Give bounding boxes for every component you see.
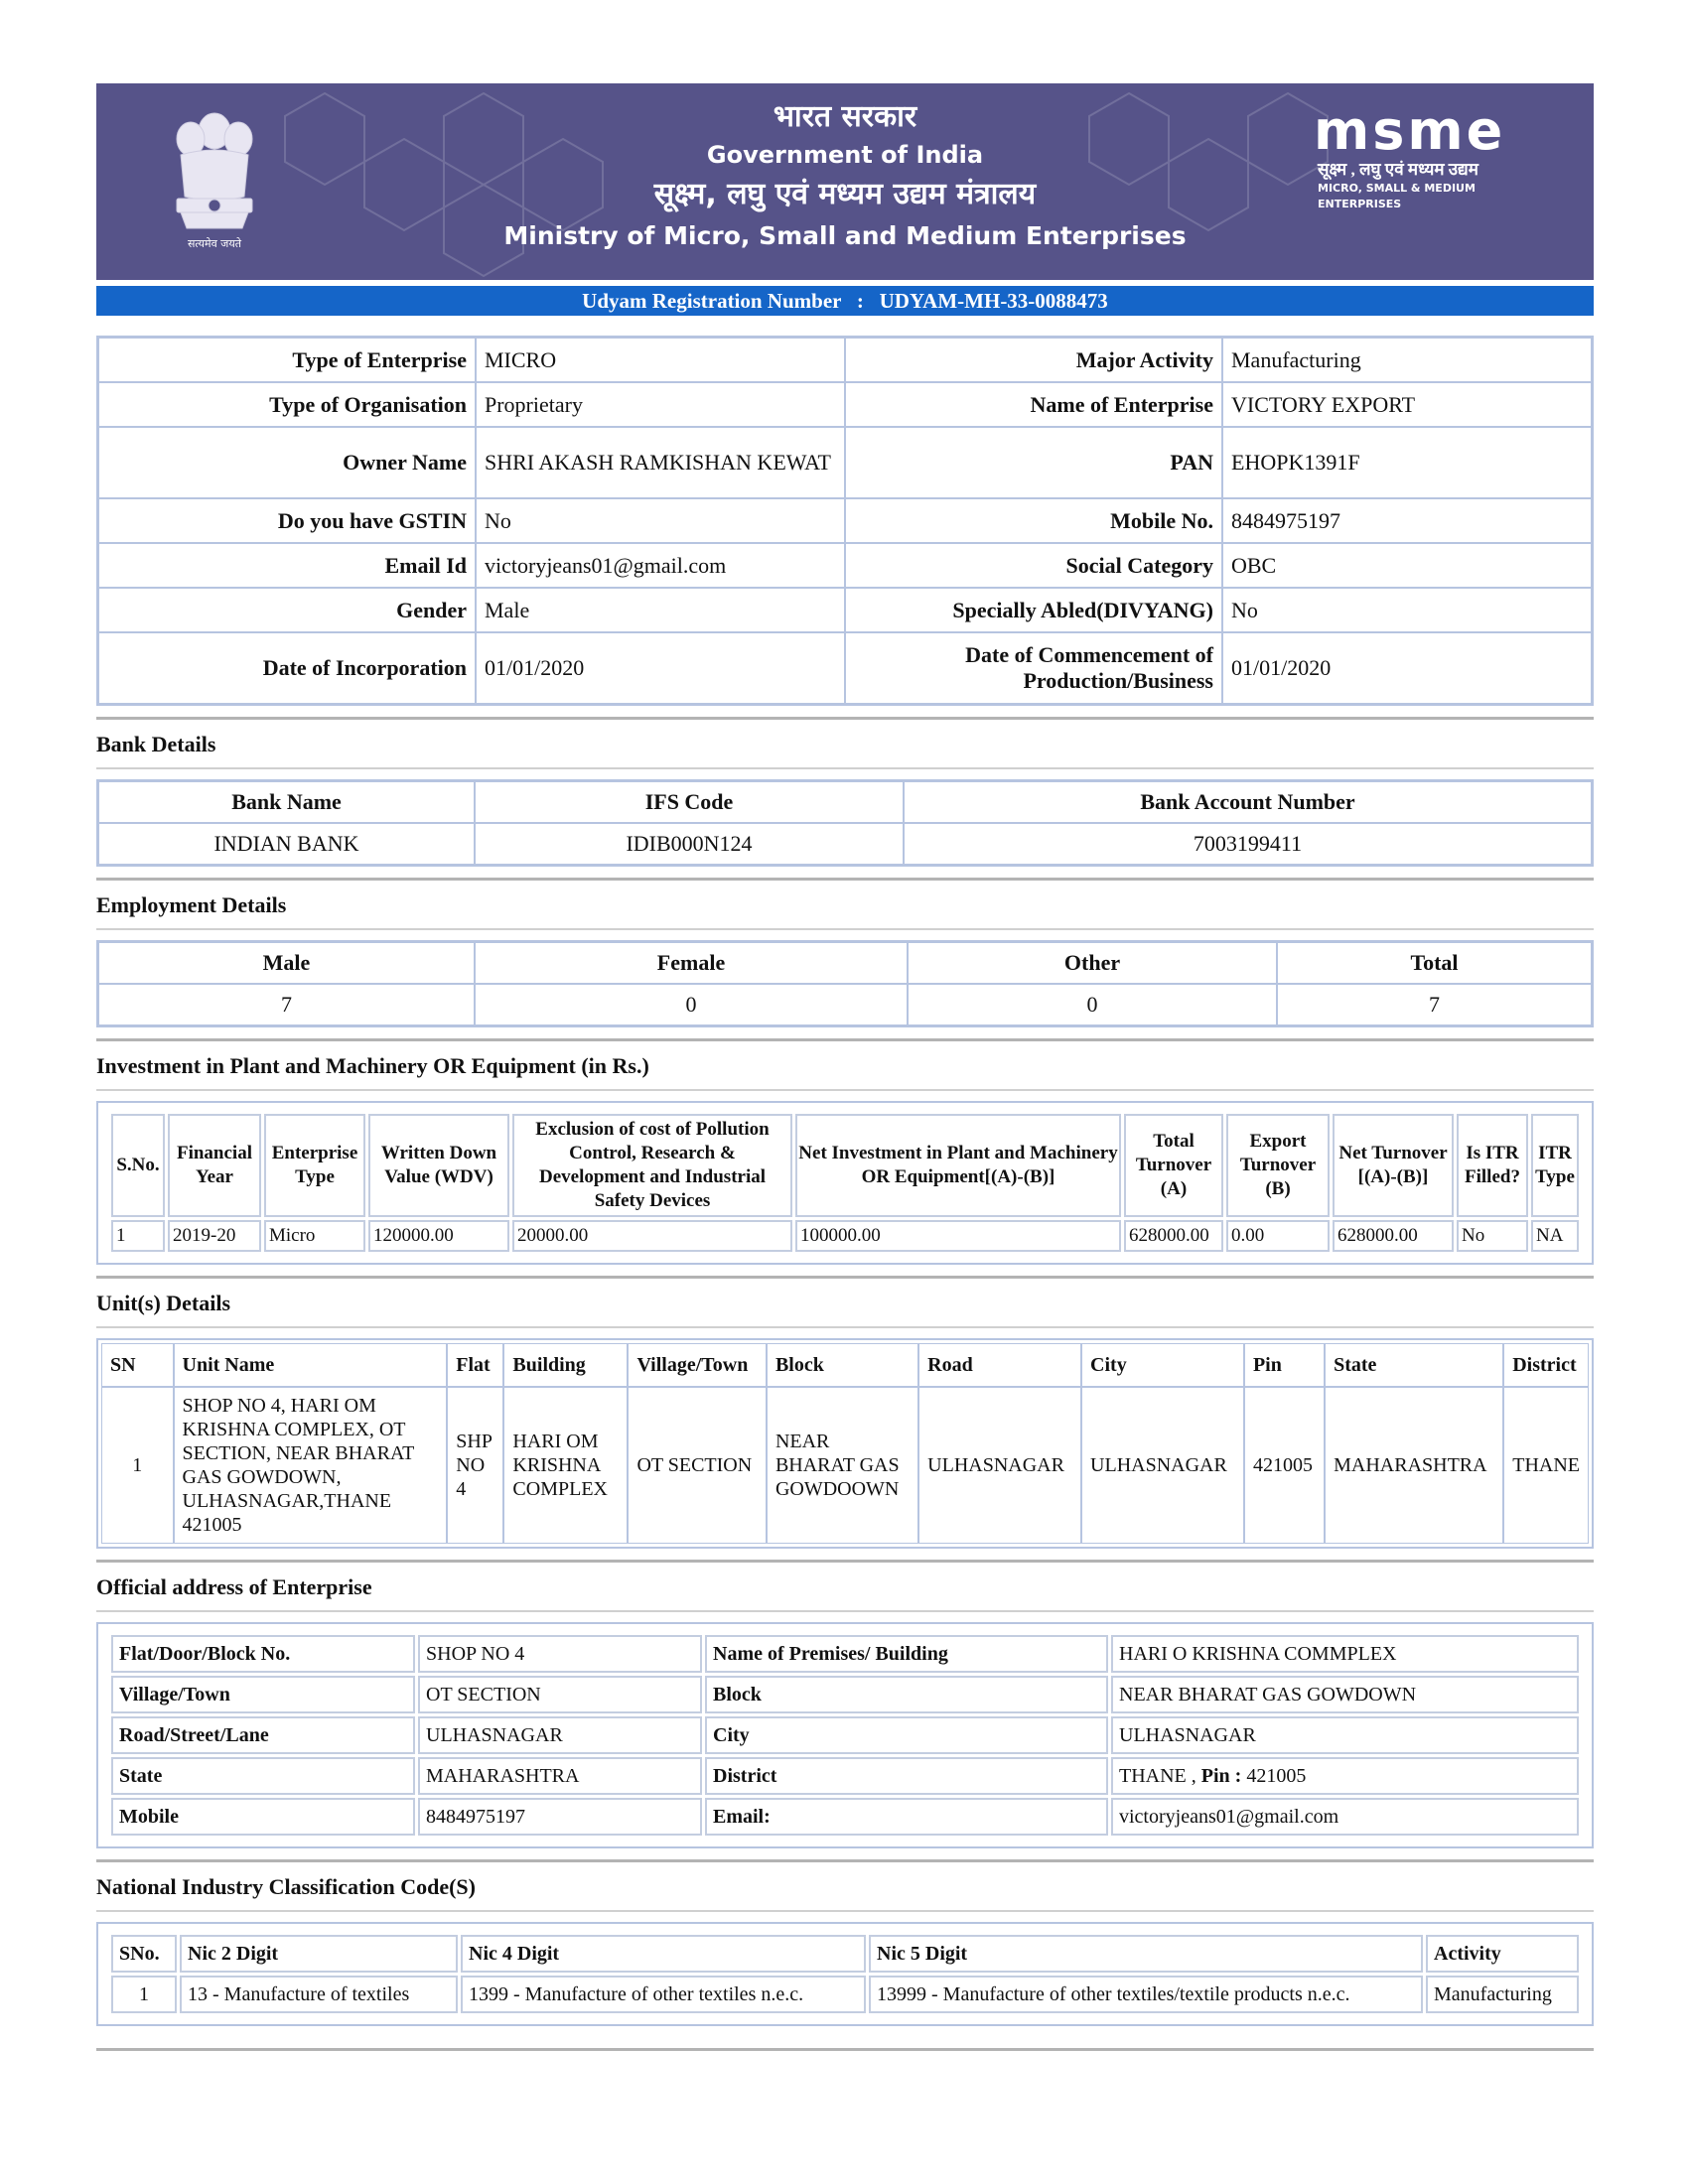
ifs-code-value: IDIB000N124: [475, 823, 904, 865]
district-header: District: [1503, 1343, 1589, 1387]
table-header-row: [98, 942, 1592, 984]
mobile-label: Mobile: [111, 1798, 415, 1836]
msme-logo: [1314, 99, 1548, 212]
name-of-enterprise-label: Name of Enterprise: [845, 382, 1222, 427]
mobile-value: 8484975197: [1222, 498, 1592, 543]
block-header: Block: [767, 1343, 918, 1387]
registration-bar: [96, 286, 1594, 316]
msme-logo-mark: msme: [1314, 99, 1506, 162]
village-value: OT SECTION: [628, 1387, 767, 1544]
exclusion-header: Exclusion of cost of Pollution Control, Research & Development and Industrial Safety Devices: [512, 1114, 792, 1217]
table-row: [111, 1220, 1579, 1252]
pin-value: 421005: [1246, 1764, 1307, 1787]
certificate: [96, 83, 1594, 2051]
commencement-label: Date of Commencement of Production/Business: [845, 632, 1222, 704]
gender-value: Male: [476, 588, 845, 632]
premises-value: HARI O KRISHNA COMMPLEX: [1111, 1635, 1579, 1673]
nic-sno-header: SNo.: [111, 1935, 177, 1973]
table-row: [98, 498, 1592, 543]
bank-name-value: INDIAN BANK: [98, 823, 475, 865]
table-row: [111, 1798, 1579, 1836]
enterprise-type-value: Micro: [264, 1220, 365, 1252]
address-heading: Official address of Enterprise: [96, 1560, 1594, 1612]
hindi-title: भारत सरकार: [773, 99, 917, 134]
sn-value: 1: [101, 1387, 174, 1544]
nic4-header: Nic 4 Digit: [461, 1935, 866, 1973]
table-row: [111, 1635, 1579, 1673]
table-header-row: [111, 1935, 1579, 1973]
itr-filled-header: Is ITR Filled?: [1457, 1114, 1528, 1217]
block-label: Block: [705, 1676, 1108, 1713]
owner-name-label: Owner Name: [98, 427, 476, 498]
divyang-label: Specially Abled(DIVYANG): [845, 588, 1222, 632]
enterprise-info-table: [96, 336, 1594, 706]
unit-name-value: SHOP NO 4, HARI OM KRISHNA COMPLEX, OT SECTION, NEAR BHARAT GAS GOWDOWN, ULHASNAGAR,THANE 421005: [174, 1387, 448, 1544]
nic-heading: National Industry Classification Code(S): [96, 1859, 1594, 1912]
district-value: THANE: [1119, 1764, 1187, 1787]
exclusion-value: 20000.00: [512, 1220, 792, 1252]
premises-label: Name of Premises/ Building: [705, 1635, 1108, 1673]
investment-heading: Investment in Plant and Machinery OR Equipment (in Rs.): [96, 1038, 1594, 1091]
incorporation-label: Date of Incorporation: [98, 632, 476, 704]
net-turnover-header: Net Turnover [(A)-(B)]: [1333, 1114, 1454, 1217]
type-of-organisation-label: Type of Organisation: [98, 382, 476, 427]
gender-label: Gender: [98, 588, 476, 632]
village-label: Village/Town: [111, 1676, 415, 1713]
major-activity-value: Manufacturing: [1222, 338, 1592, 382]
table-row: [98, 823, 1592, 865]
flat-value: SHOP NO 4: [418, 1635, 702, 1673]
bank-details-heading: Bank Details: [96, 717, 1594, 769]
financial-year-header: Financial Year: [168, 1114, 261, 1217]
building-header: Building: [503, 1343, 628, 1387]
city-value: ULHASNAGAR: [1081, 1387, 1244, 1544]
pan-label: PAN: [845, 427, 1222, 498]
city-label: City: [705, 1716, 1108, 1754]
total-header: Total: [1277, 942, 1592, 984]
mobile-label: Mobile No.: [845, 498, 1222, 543]
nic-sno-value: 1: [111, 1976, 177, 2013]
name-of-enterprise-value: VICTORY EXPORT: [1222, 382, 1592, 427]
district-label: District: [705, 1757, 1108, 1795]
table-row: [98, 984, 1592, 1025]
incorporation-value: 01/01/2020: [476, 632, 845, 704]
state-value: MAHARASHTRA: [418, 1757, 702, 1795]
total-turnover-value: 628000.00: [1124, 1220, 1223, 1252]
table-row: [101, 1387, 1589, 1544]
pin-value: 421005: [1244, 1387, 1325, 1544]
emblem-motto: सत्यमेव जयते: [187, 237, 242, 250]
unit-name-header: Unit Name: [174, 1343, 448, 1387]
nic-table: [108, 1932, 1582, 2016]
sno-header: S.No.: [111, 1114, 165, 1217]
female-value: 0: [475, 984, 908, 1025]
state-label: State: [111, 1757, 415, 1795]
block-value: NEAR BHARAT GAS GOWDOWN: [1111, 1676, 1579, 1713]
account-number-header: Bank Account Number: [904, 781, 1592, 823]
flat-header: Flat: [447, 1343, 503, 1387]
registration-separator: :: [856, 289, 864, 313]
owner-name-value: SHRI AKASH RAMKISHAN KEWAT: [476, 427, 845, 498]
table-row: [111, 1716, 1579, 1754]
sno-value: 1: [111, 1220, 165, 1252]
total-value: 7: [1277, 984, 1592, 1025]
export-turnover-value: 0.00: [1226, 1220, 1330, 1252]
email-value: victoryjeans01@gmail.com: [476, 543, 845, 588]
table-row: [98, 632, 1592, 704]
msme-hindi: सूक्ष्म , लघु एवं मध्यम उद्यम: [1318, 160, 1478, 179]
export-turnover-header: Export Turnover (B): [1226, 1114, 1330, 1217]
table-row: [111, 1757, 1579, 1795]
road-value: ULHASNAGAR: [418, 1716, 702, 1754]
employment-details-heading: Employment Details: [96, 878, 1594, 930]
district-pin-value: THANE , Pin : 421005: [1111, 1757, 1579, 1795]
address-box: [96, 1622, 1594, 1848]
divyang-value: No: [1222, 588, 1592, 632]
road-header: Road: [918, 1343, 1081, 1387]
village-value: OT SECTION: [418, 1676, 702, 1713]
employment-table: [96, 940, 1594, 1027]
major-activity-label: Major Activity: [845, 338, 1222, 382]
net-investment-header: Net Investment in Plant and Machinery OR Equipment[(A)-(B)]: [795, 1114, 1121, 1217]
table-row: [111, 1976, 1579, 2013]
male-value: 7: [98, 984, 475, 1025]
itr-type-header: ITR Type: [1531, 1114, 1579, 1217]
table-header-row: [101, 1343, 1589, 1387]
english-ministry: Ministry of Micro, Small and Medium Enterprises: [503, 221, 1187, 250]
table-row: [98, 338, 1592, 382]
registration-number: UDYAM-MH-33-0088473: [879, 289, 1108, 313]
commencement-value: 01/01/2020: [1222, 632, 1592, 704]
nic4-value: 1399 - Manufacture of other textiles n.e.c.: [461, 1976, 866, 2013]
type-of-organisation-value: Proprietary: [476, 382, 845, 427]
address-table: [108, 1632, 1582, 1839]
district-value: THANE: [1503, 1387, 1589, 1544]
social-category-value: OBC: [1222, 543, 1592, 588]
email-label: Email:: [705, 1798, 1108, 1836]
table-row: [98, 588, 1592, 632]
email-label: Email Id: [98, 543, 476, 588]
financial-year-value: 2019-20: [168, 1220, 261, 1252]
divider: [96, 2048, 1594, 2051]
gstin-label: Do you have GSTIN: [98, 498, 476, 543]
ifs-code-header: IFS Code: [475, 781, 904, 823]
bank-table: [96, 779, 1594, 867]
total-turnover-header: Total Turnover (A): [1124, 1114, 1223, 1217]
investment-table: [108, 1111, 1582, 1255]
table-row: [98, 543, 1592, 588]
table-row: [98, 382, 1592, 427]
male-header: Male: [98, 942, 475, 984]
table-row: [98, 427, 1592, 498]
email-value: victoryjeans01@gmail.com: [1111, 1798, 1579, 1836]
nic5-value: 13999 - Manufacture of other textiles/textile products n.e.c.: [869, 1976, 1423, 2013]
activity-value: Manufacturing: [1426, 1976, 1579, 2013]
hindi-ministry: सूक्ष्म, लघु एवं मध्यम उद्यम मंत्रालय: [653, 177, 1037, 211]
road-label: Road/Street/Lane: [111, 1716, 415, 1754]
social-category-label: Social Category: [845, 543, 1222, 588]
net-investment-value: 100000.00: [795, 1220, 1121, 1252]
table-header-row: [111, 1114, 1579, 1217]
state-header: State: [1325, 1343, 1503, 1387]
sn-header: SN: [101, 1343, 174, 1387]
block-value: NEAR BHARAT GAS GOWDOOWN: [767, 1387, 918, 1544]
investment-box: [96, 1101, 1594, 1265]
pin-label: Pin :: [1200, 1764, 1242, 1787]
mobile-value: 8484975197: [418, 1798, 702, 1836]
type-of-enterprise-value: MICRO: [476, 338, 845, 382]
flat-value: SHP NO 4: [447, 1387, 503, 1544]
net-turnover-value: 628000.00: [1333, 1220, 1454, 1252]
itr-filled-value: No: [1457, 1220, 1528, 1252]
nic2-value: 13 - Manufacture of textiles: [180, 1976, 458, 2013]
road-value: ULHASNAGAR: [918, 1387, 1081, 1544]
enterprise-type-header: Enterprise Type: [264, 1114, 365, 1217]
activity-header: Activity: [1426, 1935, 1579, 1973]
wdv-header: Written Down Value (WDV): [368, 1114, 509, 1217]
units-heading: Unit(s) Details: [96, 1276, 1594, 1328]
building-value: HARI OM KRISHNA COMPLEX: [503, 1387, 628, 1544]
other-value: 0: [908, 984, 1277, 1025]
bank-name-header: Bank Name: [98, 781, 475, 823]
pan-value: EHOPK1391F: [1222, 427, 1592, 498]
table-row: [111, 1676, 1579, 1713]
type-of-enterprise-label: Type of Enterprise: [98, 338, 476, 382]
english-title: Government of India: [706, 141, 984, 169]
female-header: Female: [475, 942, 908, 984]
account-number-value: 7003199411: [904, 823, 1592, 865]
city-header: City: [1081, 1343, 1244, 1387]
msme-english: MICRO, SMALL & MEDIUM ENTERPRISES: [1318, 182, 1476, 210]
table-header-row: [98, 781, 1592, 823]
pin-header: Pin: [1244, 1343, 1325, 1387]
units-box: [96, 1338, 1594, 1549]
units-table: [101, 1343, 1589, 1544]
other-header: Other: [908, 942, 1277, 984]
city-value: ULHASNAGAR: [1111, 1716, 1579, 1754]
wdv-value: 120000.00: [368, 1220, 509, 1252]
header-banner: [96, 83, 1594, 280]
village-header: Village/Town: [628, 1343, 767, 1387]
state-value: MAHARASHTRA: [1325, 1387, 1503, 1544]
itr-type-value: NA: [1531, 1220, 1579, 1252]
registration-label: Udyam Registration Number: [582, 289, 842, 313]
gstin-value: No: [476, 498, 845, 543]
nic-box: [96, 1922, 1594, 2026]
nic2-header: Nic 2 Digit: [180, 1935, 458, 1973]
flat-label: Flat/Door/Block No.: [111, 1635, 415, 1673]
nic5-header: Nic 5 Digit: [869, 1935, 1423, 1973]
